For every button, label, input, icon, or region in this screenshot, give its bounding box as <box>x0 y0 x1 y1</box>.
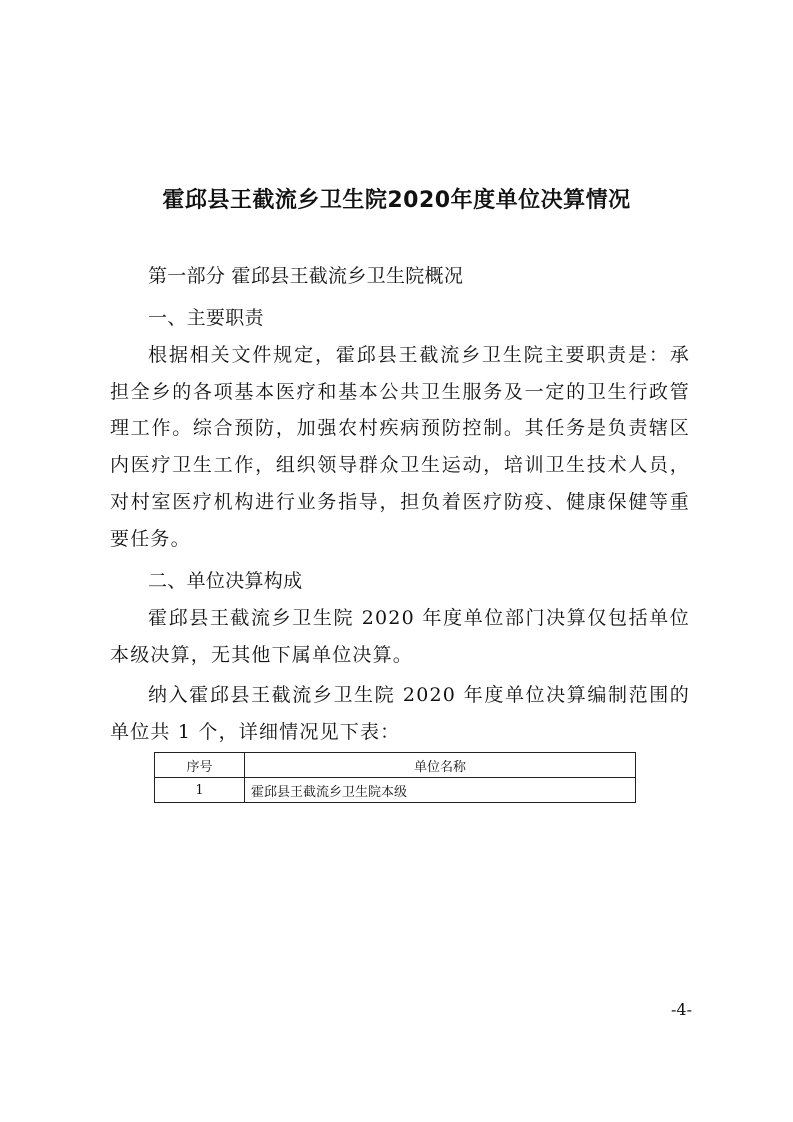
table-row <box>155 778 636 803</box>
header-index: 序号 <box>155 753 245 778</box>
section2-para2: 纳入霍邱县王截流乡卫生院 2020 年度单位决算编制范围的单位共 1 个，详细情况见下表： <box>110 684 690 743</box>
section1-heading: 一、主要职责 <box>148 307 264 329</box>
table-header-row <box>155 753 636 778</box>
document-title: 霍邱县王截流乡卫生院2020年度单位决算情况 <box>162 188 631 213</box>
row-unit-name: 霍邱县王截流乡卫生院本级 <box>245 778 636 803</box>
header-unit-name: 单位名称 <box>245 753 636 778</box>
section2-heading: 二、单位决算构成 <box>148 570 303 592</box>
section2-para1: 霍邱县王截流乡卫生院 2020 年度单位部门决算仅包括单位本级决算，无其他下属单位决算。 <box>110 607 690 666</box>
unit-table <box>154 752 636 803</box>
row-index: 1 <box>155 778 245 803</box>
part1-heading: 第一部分 霍邱县王截流乡卫生院概况 <box>148 265 464 287</box>
section1-body: 根据相关文件规定，霍邱县王截流乡卫生院主要职责是：承担全乡的各项基本医疗和基本公共卫生服务及一定的卫生行政管理工作。综合预防，加强农村疾病预防控制。其任务是负责辖区内医疗卫生工作，组织领导群众卫生运动，培训卫生技术人员，对村室医疗机构进行业务指导，担负着医疗防疫、健康保健等重要任务。 <box>110 344 690 550</box>
page-number: -4- <box>671 1000 692 1019</box>
